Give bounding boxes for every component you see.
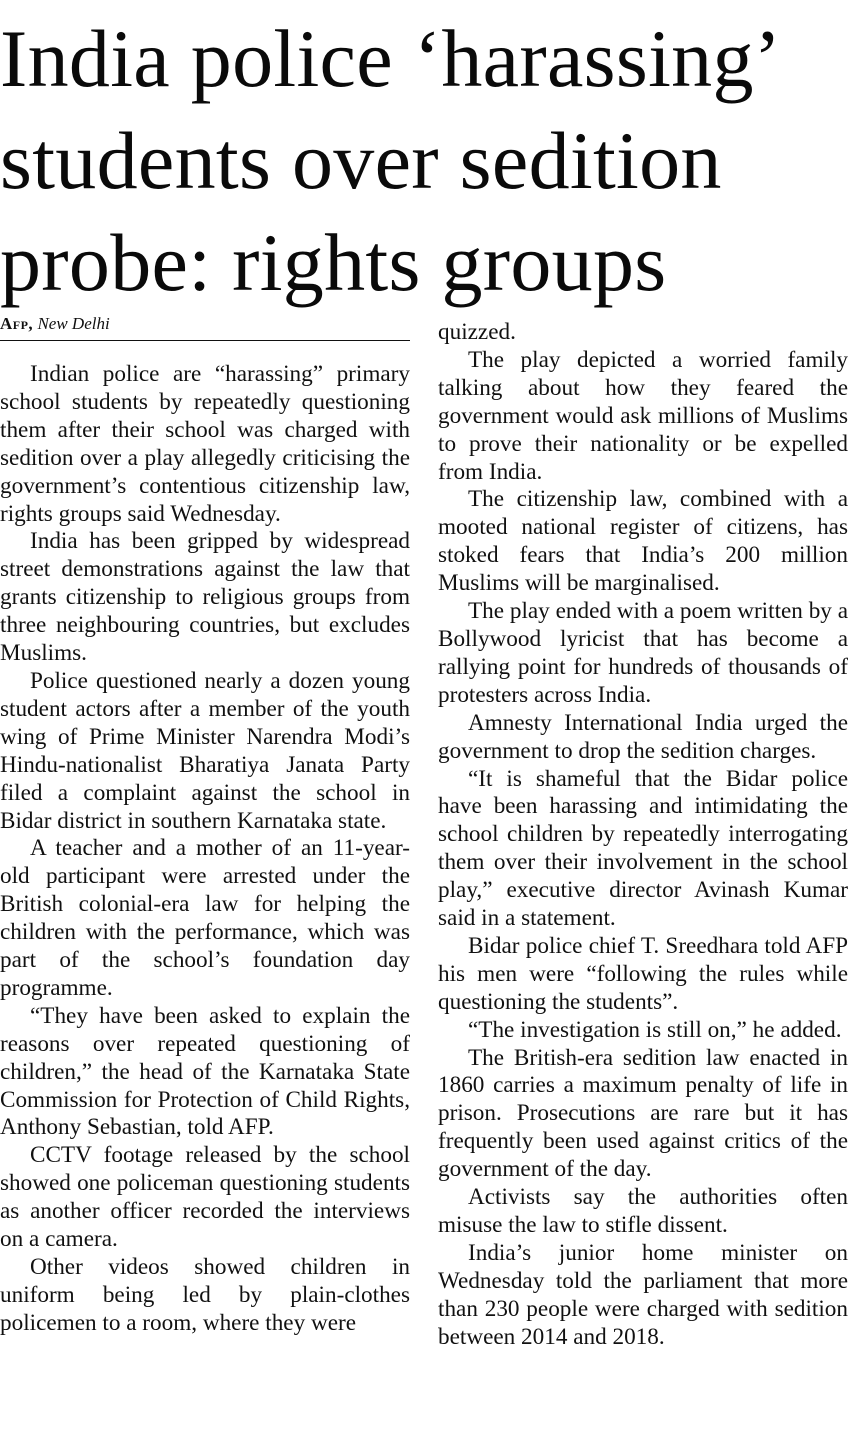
- paragraph: Police questioned nearly a dozen young student actors after a member of the youth wing of Prime Minister Narendra Modi’s Hindu-nationalist Bharatiya Janata Party filed a complaint against the school in Bidar district in southern Karnataka state.: [0, 667, 410, 834]
- paragraph: The citizenship law, combined with a mooted national register of citizens, has stoked fears that India’s 200 million Muslims will be marginalised.: [438, 486, 848, 597]
- paragraph: Indian police are “harassing” primary school students by repeatedly questioning them after their school was charged with sedition over a play allegedly criticising the government’s contentious citizenship law, rights groups said Wednesday.: [0, 361, 410, 527]
- paragraph: The play depicted a worried family talking about how they feared the government would ask millions of Muslims to prove their nationality or be expelled from India.: [438, 346, 848, 485]
- paragraph: Activists say the authorities often misuse the law to stifle dissent.: [438, 1184, 848, 1238]
- right-column: [438, 319, 848, 1352]
- paragraph: The British-era sedition law enacted in 1860 carries a maximum penalty of life in prison. Prosecutions are rare but it has frequently been used against critics of the government of the day.: [438, 1044, 848, 1183]
- paragraph: Amnesty International India urged the government to drop the sedition charges.: [438, 709, 848, 764]
- paragraph: CCTV footage released by the school showed one policeman questioning students as another officer recorded the interviews on a camera.: [0, 1142, 410, 1253]
- paragraph-continuation: quizzed.: [438, 319, 516, 345]
- paragraph: Bidar police chief T. Sreedhara told AFP his men were “following the rules while questioning the students”.: [438, 932, 848, 1015]
- paragraph: The play ended with a poem written by a Bollywood lyricist that has become a rallying point for hundreds of thousands of protesters across India.: [438, 598, 848, 708]
- paragraph: India has been gripped by widespread street demonstrations against the law that grants citizenship to religious groups from three neighbouring countries, but excludes Muslims.: [0, 528, 410, 667]
- headline-line-3: probe: rights groups: [0, 217, 667, 308]
- paragraph: Other videos showed children in uniform being led by plain-clothes policemen to a room, where they were: [0, 1254, 410, 1336]
- paragraph: “They have been asked to explain the reasons over repeated questioning of children,” the head of the Karnataka State Commission for Protection of Child Rights, Anthony Sebastian, told AFP.: [0, 1002, 410, 1141]
- paragraph: “It is shameful that the Bidar police have been harassing and intimidating the school children by repeatedly interrogating them over their involvement in the school play,” executive director Avinash Kumar said in a statement.: [438, 765, 848, 932]
- paragraph: India’s junior home minister on Wednesday told the parliament that more than 230 people were charged with sedition between 2014 and 2018.: [438, 1239, 848, 1350]
- byline-agency: Afp,: [0, 314, 34, 333]
- byline: [0, 313, 410, 341]
- paragraph: “The investigation is still on,” he added.: [468, 1016, 842, 1043]
- headline: [0, 8, 848, 314]
- left-column: [0, 361, 410, 1338]
- headline-line-1: India police ‘harassing’: [0, 13, 782, 104]
- headline-line-2: students over sedition: [0, 115, 722, 206]
- byline-location: New Delhi: [37, 314, 110, 333]
- paragraph: A teacher and a mother of an 11-year-old participant were arrested under the British colonial-era law for helping the children with the performance, which was part of the school’s foundation day programme.: [0, 835, 410, 1001]
